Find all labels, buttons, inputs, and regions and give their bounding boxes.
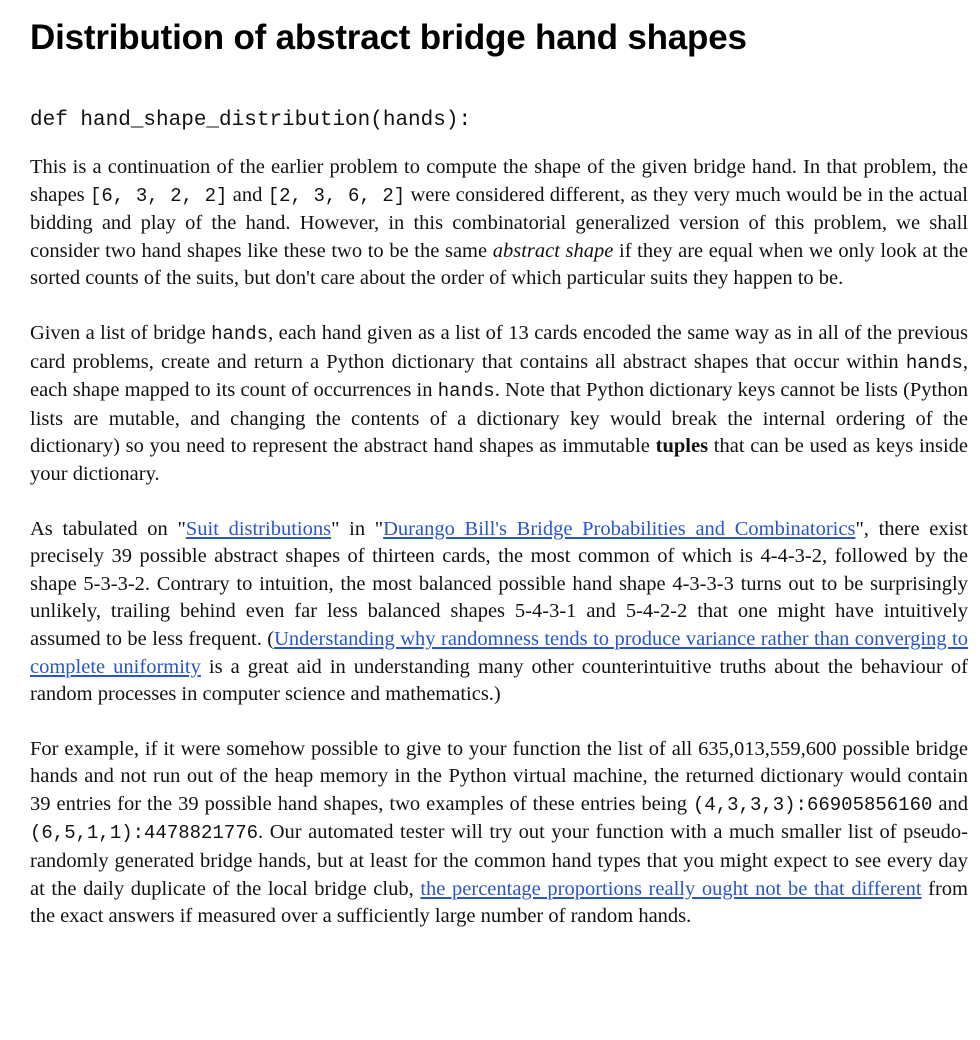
text-run: . Note that Python dictionary keys cannot be lists (Python lists are mutable, and changing the contents of a dictionary key would break the internal ordering of the dictionary) so you need to represent the abstract hand shapes as immutable <box>30 379 968 458</box>
text-run: " in " <box>331 517 384 540</box>
text-run: is a great aid in understanding many other counterintuitive truths about the behaviour of random processes in computer science and mathematics.) <box>30 655 968 706</box>
text-run: , each shape mapped to its count of occurrences in <box>30 350 968 402</box>
link-percentage-proportions[interactable]: the percentage proportions really ought not be that different <box>420 877 922 900</box>
text-run: Given a list of bridge <box>30 321 212 344</box>
paragraph-intro <box>30 154 968 293</box>
text-run: were considered different, as they very much would be in the actual bidding and play of the hand. However, in this combinatorial generalized version of this problem, we shall consider two hand shapes like these two to be the same <box>30 183 968 262</box>
link-randomness-variance[interactable]: Understanding why randomness tends to produce variance rather than converging to complete uniformity <box>30 627 968 678</box>
text-run: and <box>227 183 268 206</box>
text-run: . Our automated tester will try out your function with a much smaller list of pseudo-randomly generated bridge hands, but at least for the common hand types that you might expect to see every day at the daily duplicate of the local bridge club, <box>30 821 968 900</box>
inline-code: [6, 3, 2, 2] <box>90 184 228 207</box>
document-page <box>30 16 968 931</box>
bold-term: tuples <box>655 435 709 458</box>
paragraph-task <box>30 320 968 489</box>
text-run: For example, if it were somehow possible to give to your function the list of all 635,013,559,600 possible bridge hands and not run out of the heap memory in the Python virtual machine, the returned dictionary would contain 39 entries for the 39 possible hand shapes, two examples of these entries being <box>30 737 968 815</box>
inline-code: (4,3,3,3):66905856160 <box>692 793 933 816</box>
link-durango-bill[interactable]: Durango Bill's Bridge Probabilities and Combinatorics <box>383 517 856 540</box>
inline-code: hands <box>437 380 495 403</box>
text-run: As tabulated on " <box>30 517 186 540</box>
text-run: if they are equal when we only look at the sorted counts of the suits, but don't care about the order of which particular suits they happen to be. <box>30 239 968 290</box>
text-run: , each hand given as a list of 13 cards encoded the same way as in all of the previous card problems, create and return a Python dictionary that contains all abstract shapes that occur within <box>30 321 968 373</box>
text-run: from the exact answers if measured over a sufficiently large number of random hands. <box>30 877 968 928</box>
link-suit-distributions[interactable]: Suit distributions <box>185 517 332 540</box>
text-run: and <box>932 792 968 815</box>
inline-code: hands <box>905 351 963 374</box>
inline-code: [2, 3, 6, 2] <box>267 184 406 207</box>
inline-code: hands <box>211 322 269 345</box>
function-signature: def hand_shape_distribution(hands): <box>30 109 472 132</box>
inline-code: (6,5,1,1):4478821776 <box>30 822 259 845</box>
text-run: that can be used as keys inside your dictionary. <box>30 435 969 485</box>
text-run: ", there exist precisely 39 possible abstract shapes of thirteen cards, the most common of which is 4-4-3-2, followed by the shape 5-3-3-2. Contrary to intuition, the most balanced possible hand shape 4-3-3-3 turns out to be surprisingly unlikely, trailing behind even far less balanced shapes 5-4-3-1 and 5-4-2-2 that one might have intuitively assumed to be less frequent. ( <box>30 517 968 650</box>
text-run: This is a continuation of the earlier problem to compute the shape of the given bridge hand. In that problem, the shapes <box>30 156 968 206</box>
emphasis-term: abstract shape <box>492 239 614 262</box>
paragraph-example <box>30 736 968 931</box>
paragraph-statistics <box>30 516 968 709</box>
page-title: Distribution of abstract bridge hand shapes <box>30 18 747 57</box>
